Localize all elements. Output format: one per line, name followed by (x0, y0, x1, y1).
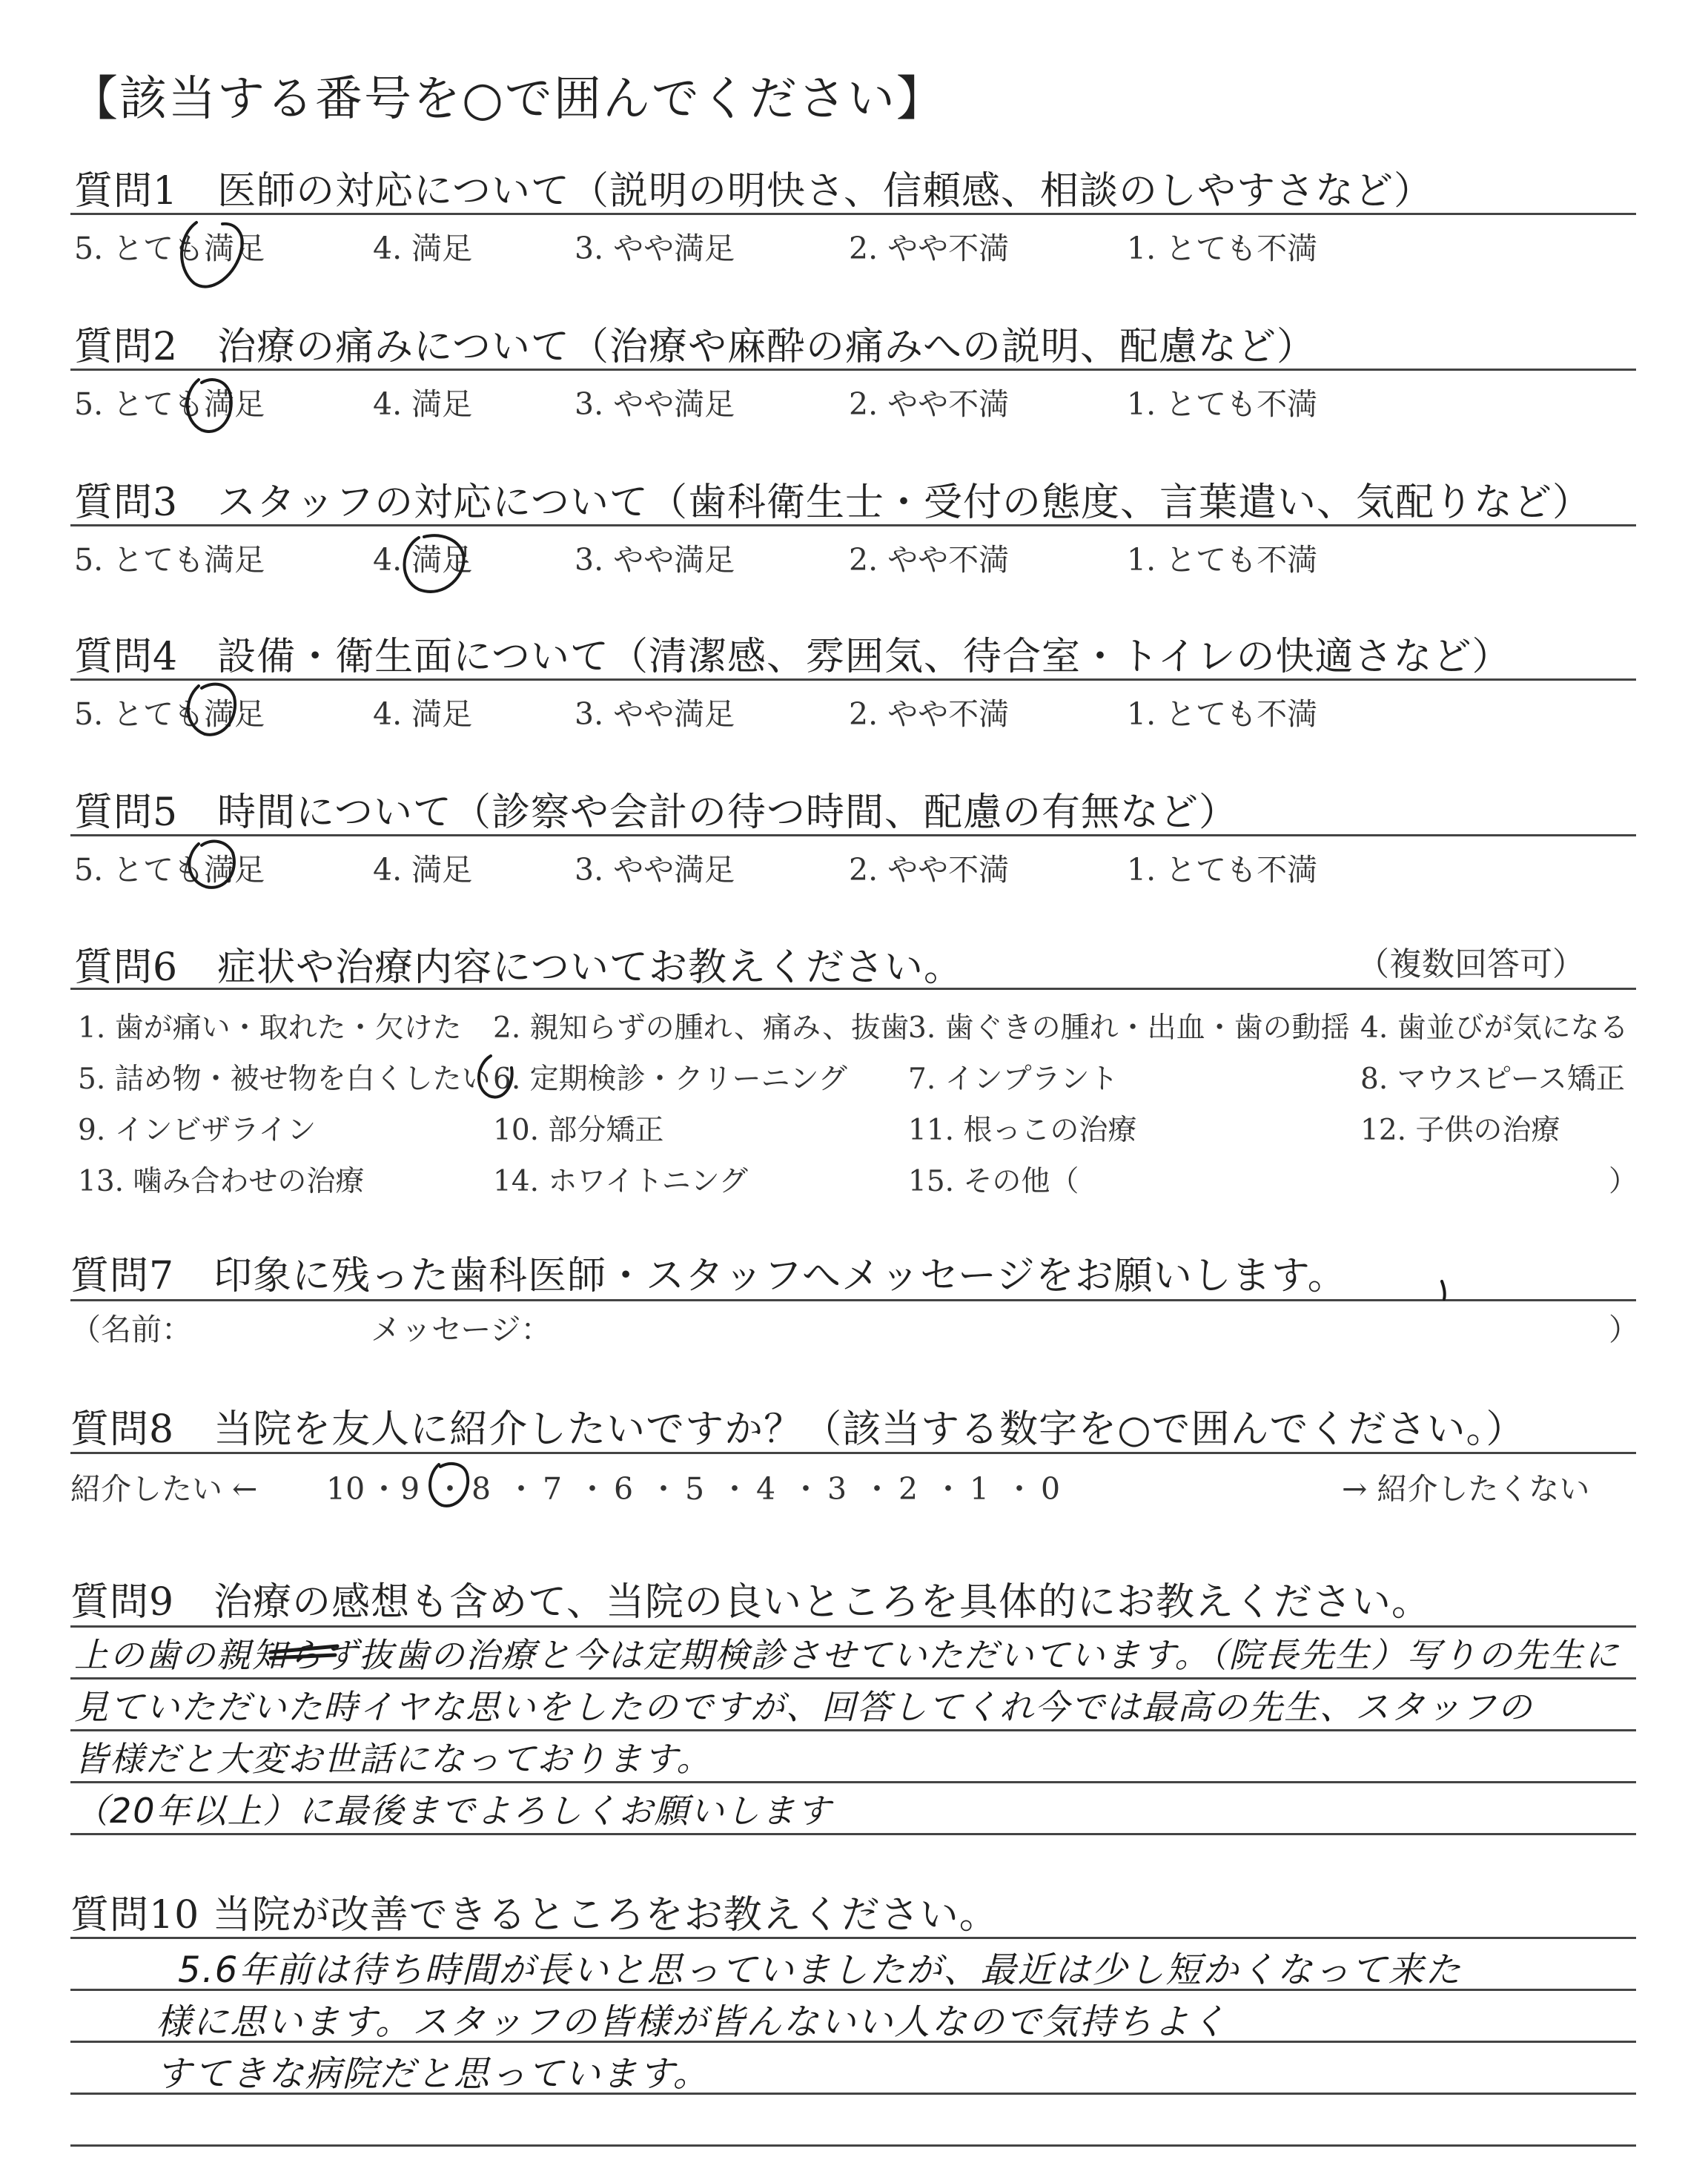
q4-option-4[interactable]: 4. 満足 (373, 696, 473, 732)
q8-scale-4[interactable]: 4 (756, 1471, 776, 1507)
q6-option-4[interactable]: 4. 歯並びが気になる (1360, 1011, 1629, 1045)
q6-rule (70, 988, 1636, 990)
q6-heading: 質問6 症状や治療内容についてお教えください。 (74, 945, 964, 990)
q8-scale-6[interactable]: 6 (614, 1471, 634, 1507)
q4-heading: 質問4 設備・衛生面について（清潔感、雰囲気、待合室・トイレの快適さなど） (74, 635, 1512, 679)
q7-name-label: （名前： (70, 1312, 192, 1347)
page-title: 【該当する番号を○で囲んでください】 (70, 72, 945, 127)
q6-option-3[interactable]: 3. 歯ぐきの腫れ・出血・歯の動揺 (908, 1011, 1350, 1045)
q4-option-3[interactable]: 3. やや満足 (575, 696, 735, 732)
q5-option-3[interactable]: 3. やや満足 (575, 852, 735, 888)
q10-answer-line-1: 5.6年前は待ち時間が長いと思っていましたが、最近は少し短かくなって来た (178, 1949, 1463, 1991)
q2-option-4[interactable]: 4. 満足 (373, 386, 473, 422)
q4-option-1[interactable]: 1. とても不満 (1127, 696, 1318, 732)
q3-rule (70, 524, 1636, 526)
q9-answer-line-2: 見ていただいた時イヤな思いをしたのですが、回答してくれ今では最高の先生、スタッフの (74, 1687, 1533, 1727)
q7-heading: 質問7 印象に残った歯科医師・スタッフへメッセージをお願いします。 (70, 1254, 1347, 1298)
q9-rule-3 (70, 1729, 1636, 1731)
q7-message-label: メッセージ： (371, 1312, 552, 1347)
q8-scale-dot: ・ (434, 1471, 466, 1507)
q1-rule (70, 213, 1636, 215)
q4-option-5[interactable]: 5. とても満足 (74, 696, 265, 732)
q6-option-11[interactable]: 11. 根っこの治療 (908, 1114, 1137, 1147)
q6-other-close: ） (1609, 1165, 1638, 1198)
q7-rule (70, 1299, 1636, 1301)
q1-option-1[interactable]: 1. とても不満 (1127, 231, 1318, 266)
q6-option-5[interactable]: 5. 詰め物・被せ物を白くしたい (78, 1063, 491, 1096)
q2-option-5[interactable]: 5. とても満足 (74, 386, 265, 422)
q9-rule-2 (70, 1677, 1636, 1680)
q4-option-2[interactable]: 2. やや不満 (849, 696, 1010, 732)
q6-option-1[interactable]: 1. 歯が痛い・取れた・欠けた (78, 1011, 462, 1045)
q8-scale-2[interactable]: 2 (898, 1471, 918, 1507)
q8-scale-dot: ・ (368, 1471, 400, 1507)
q5-option-5[interactable]: 5. とても満足 (74, 852, 265, 888)
q8-scale (326, 1464, 1069, 1508)
stray-pen-mark (1442, 1281, 1445, 1299)
q5-heading: 質問5 時間について（診察や会計の待つ時間、配慮の有無など） (74, 790, 1239, 835)
q1-option-3[interactable]: 3. やや満足 (575, 231, 735, 266)
q8-rule (70, 1452, 1636, 1454)
q10-heading: 質問10 当院が改善できるところをお教えください。 (70, 1893, 999, 1938)
q10-rule-1 (70, 1937, 1636, 1939)
q9-rule-5 (70, 1833, 1636, 1835)
q10-answer-line-2: 様に思います。スタッフの皆様が皆んないい人なので気持ちよく (156, 2001, 1228, 2043)
q6-option-2[interactable]: 2. 親知らずの腫れ、痛み、抜歯 (493, 1011, 910, 1045)
q6-option-14[interactable]: 14. ホワイトニング (493, 1165, 748, 1198)
q9-rule-4 (70, 1781, 1636, 1783)
q5-rule (70, 834, 1636, 836)
q8-scale-dot: ・ (577, 1471, 608, 1507)
q2-rule (70, 369, 1636, 371)
q8-scale-dot: ・ (790, 1471, 821, 1507)
q8-scale-dot: ・ (861, 1471, 893, 1507)
q8-scale-dot: ・ (648, 1471, 679, 1507)
q8-scale-dot: ・ (1004, 1471, 1035, 1507)
q4-rule (70, 678, 1636, 681)
q2-option-2[interactable]: 2. やや不満 (849, 386, 1010, 422)
q7-close-paren: ） (1609, 1312, 1639, 1347)
q2-option-1[interactable]: 1. とても不満 (1127, 386, 1318, 422)
q6-multiple-note: （複数回答可） (1357, 945, 1585, 983)
q3-option-5[interactable]: 5. とても満足 (74, 542, 265, 578)
q3-heading: 質問3 スタッフの対応について（歯科衛生士・受付の態度、言葉遣い、気配りなど） (74, 480, 1592, 525)
q2-option-3[interactable]: 3. やや満足 (575, 386, 735, 422)
q6-option-6[interactable]: 6. 定期検診・クリーニング (493, 1063, 847, 1096)
q3-option-3[interactable]: 3. やや満足 (575, 542, 735, 578)
q6-option-12[interactable]: 12. 子供の治療 (1360, 1114, 1560, 1147)
q1-option-4[interactable]: 4. 満足 (373, 231, 473, 266)
q9-rule-1 (70, 1625, 1636, 1628)
q6-option-8[interactable]: 8. マウスピース矯正 (1360, 1063, 1625, 1096)
q2-heading: 質問2 治療の痛みについて（治療や麻酔の痛みへの説明、配慮など） (74, 325, 1317, 369)
q3-option-2[interactable]: 2. やや不満 (849, 542, 1010, 578)
q5-option-2[interactable]: 2. やや不満 (849, 852, 1010, 888)
q1-heading: 質問1 医師の対応について（説明の明快さ、信頼感、相談のしやすさなど） (74, 169, 1433, 214)
q8-left-label: 紹介したい ← (70, 1471, 258, 1507)
q10-rule-5 (70, 2144, 1636, 2147)
q8-right-label: → 紹介したくない (1342, 1471, 1590, 1507)
q6-option-15[interactable]: 15. その他（ (908, 1165, 1079, 1198)
q8-scale-0[interactable]: 0 (1041, 1471, 1061, 1507)
q8-heading: 質問8 当院を友人に紹介したいですか？（該当する数字を○で囲んでください。） (70, 1407, 1526, 1452)
q1-option-2[interactable]: 2. やや不満 (849, 231, 1010, 266)
q8-scale-9[interactable]: 9 (400, 1471, 420, 1507)
q9-heading: 質問9 治療の感想も含めて、当院の良いところを具体的にお教えください。 (70, 1580, 1431, 1625)
q8-scale-dot: ・ (933, 1471, 964, 1507)
q6-option-13[interactable]: 13. 噛み合わせの治療 (78, 1165, 365, 1198)
q8-scale-8[interactable]: 8 (471, 1471, 491, 1507)
q1-option-5[interactable]: 5. とても満足 (74, 231, 265, 266)
q6-option-9[interactable]: 9. インビザライン (78, 1114, 317, 1147)
q5-option-4[interactable]: 4. 満足 (373, 852, 473, 888)
q10-answer-line-3: すてきな病院だと思っています。 (156, 2053, 710, 2095)
q9-answer-line-4: （20年以上）に最後までよろしくお願いします (74, 1791, 833, 1831)
q5-option-1[interactable]: 1. とても不満 (1127, 852, 1318, 888)
q9-answer-line-3: 皆様だと大変お世話になっております。 (74, 1739, 712, 1779)
q8-scale-10[interactable]: 10 (326, 1471, 365, 1507)
q8-scale-dot: ・ (719, 1471, 750, 1507)
q8-scale-7[interactable]: 7 (543, 1471, 563, 1507)
q3-option-4[interactable]: 4. 満足 (373, 542, 473, 578)
q8-scale-dot: ・ (506, 1471, 537, 1507)
q8-scale-3[interactable]: 3 (827, 1471, 847, 1507)
q9-answer-line-1: 上の歯の親知らず抜歯の治療と今は定期検診させていただいています。（院長先生）写りの先生に (74, 1635, 1621, 1675)
q6-option-10[interactable]: 10. 部分矯正 (493, 1114, 664, 1147)
q8-scale-5[interactable]: 5 (685, 1471, 705, 1507)
q8-scale-1[interactable]: 1 (970, 1471, 990, 1507)
q6-option-7[interactable]: 7. インプラント (908, 1063, 1119, 1096)
q3-option-1[interactable]: 1. とても不満 (1127, 542, 1318, 578)
